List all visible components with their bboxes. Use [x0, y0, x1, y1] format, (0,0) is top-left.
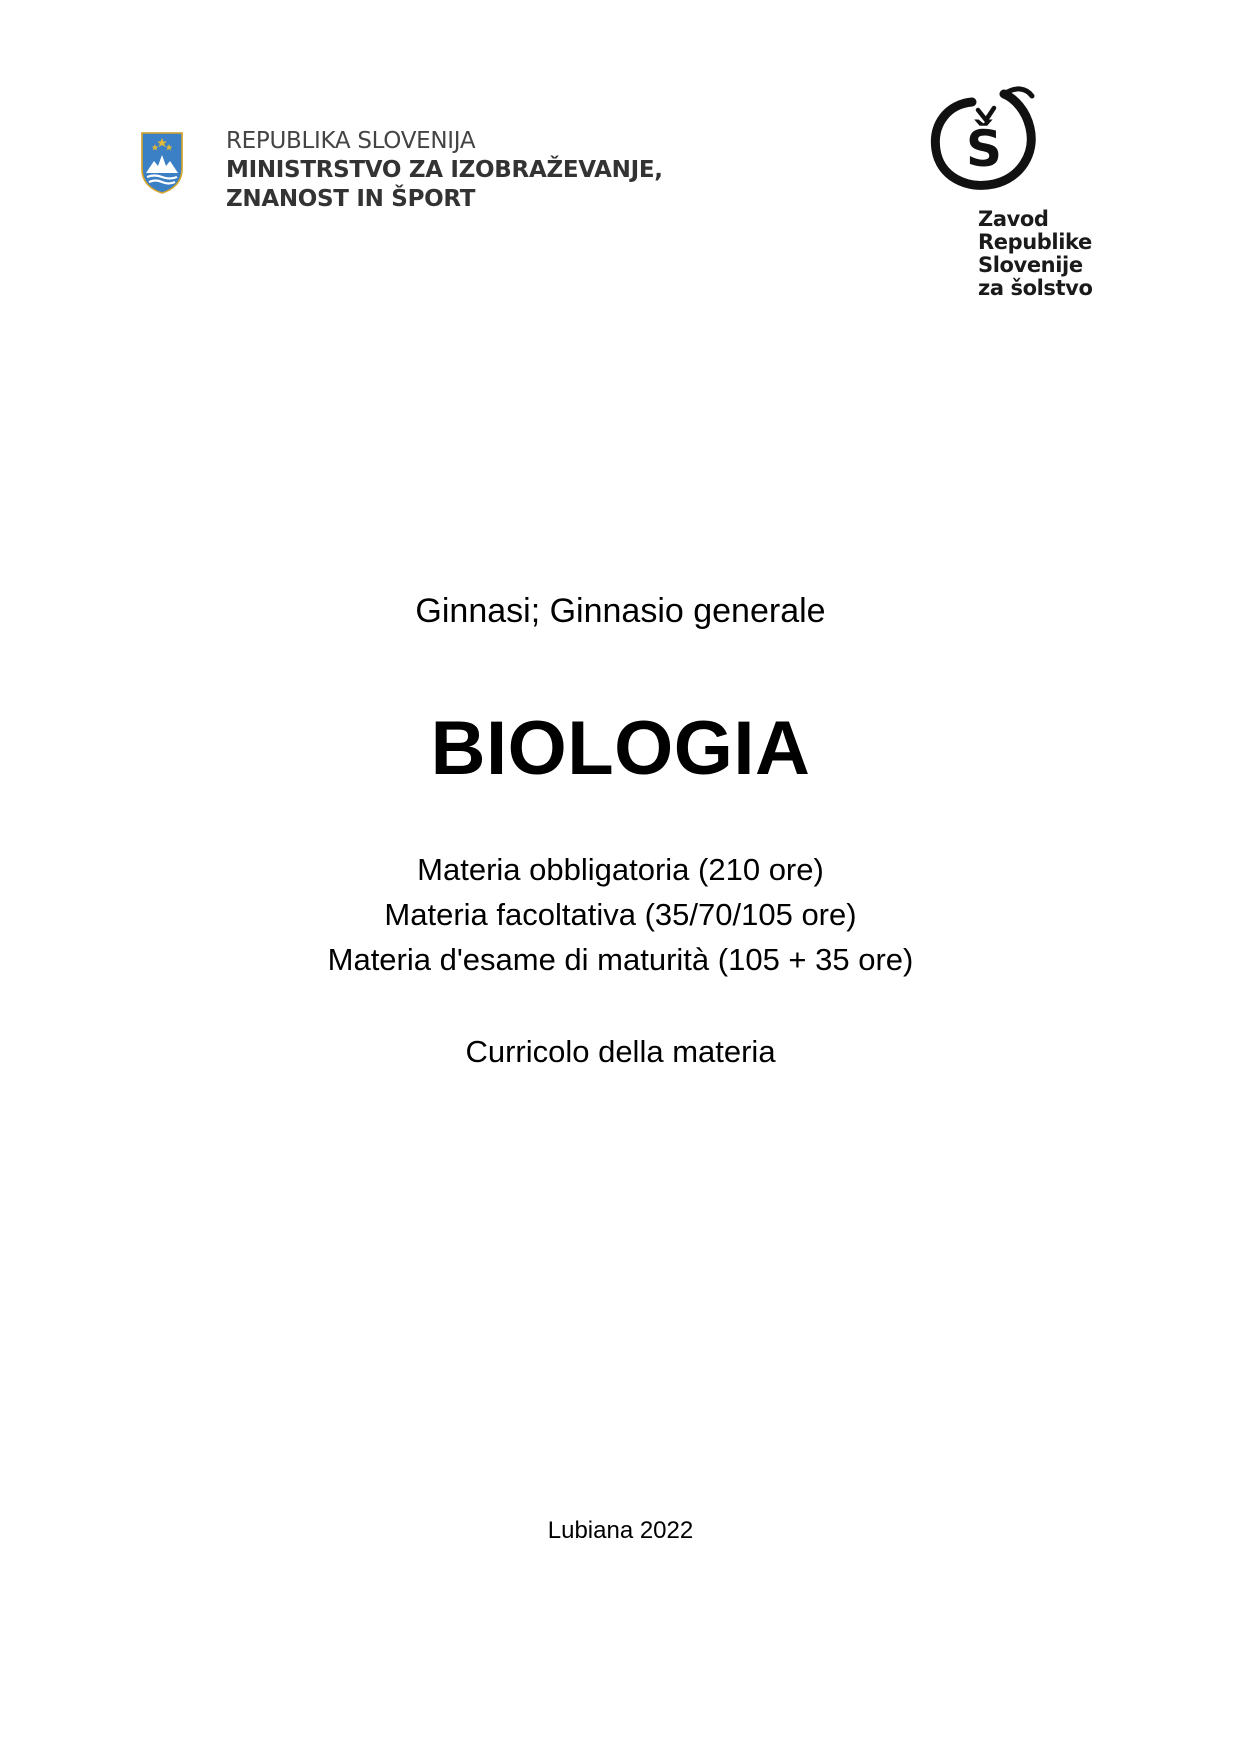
- zavod-logo-letter: Š: [965, 120, 1003, 178]
- zavod-line-1: Zavod: [978, 207, 1049, 231]
- place-year: Lubiana 2022: [547, 1517, 694, 1544]
- zavod-line-4: za šolstvo: [978, 276, 1093, 300]
- hours-list: [0, 847, 1241, 982]
- zavod-s-logo-icon: [920, 80, 1050, 205]
- zavod-name: [978, 208, 1092, 300]
- ministry-line-ministry: MINISTRSTVO ZA IZOBRAŽEVANJE,: [226, 157, 663, 183]
- slovenian-coat-of-arms-icon: [138, 129, 186, 195]
- zavod-line-2: Republike: [978, 230, 1092, 254]
- zavod-logo: [920, 80, 1100, 310]
- document-type: Curricolo della materia: [465, 1034, 776, 1069]
- ministry-header: [138, 127, 663, 217]
- ministry-line-republic: REPUBLIKA SLOVENIJA: [226, 128, 476, 154]
- hours-matura: Materia d'esame di maturità (105 + 35 ore): [327, 942, 914, 977]
- subject-title: BIOLOGIA: [430, 706, 811, 791]
- hours-compulsory: Materia obbligatoria (210 ore): [417, 852, 824, 887]
- school-type: Ginnasi; Ginnasio generale: [415, 592, 826, 630]
- hours-optional: Materia facoltativa (35/70/105 ore): [384, 897, 857, 932]
- ministry-name: [226, 127, 663, 214]
- zavod-line-3: Slovenije: [978, 253, 1083, 277]
- ministry-line-sport: ZNANOST IN ŠPORT: [226, 186, 476, 212]
